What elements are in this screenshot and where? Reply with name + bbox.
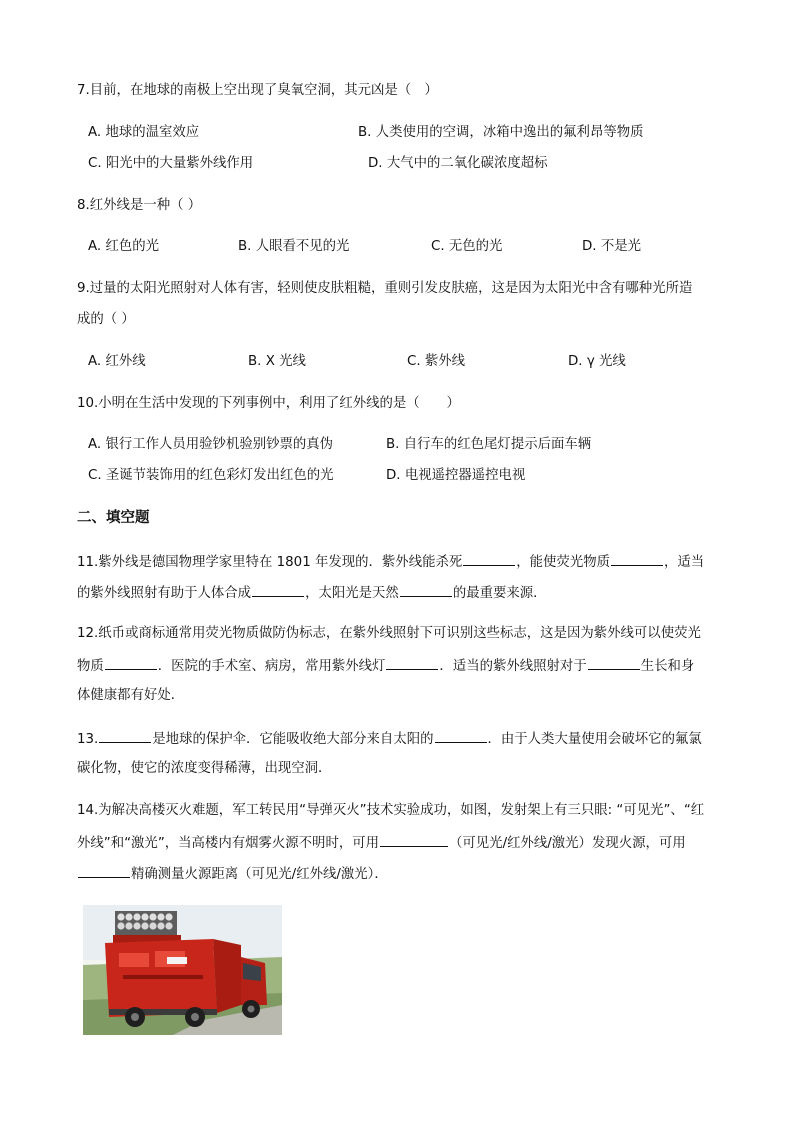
q11-text-3: ，适当 bbox=[664, 555, 705, 570]
q7-option-b: B. 人类使用的空调，冰箱中逸出的氟利昂等物质 bbox=[358, 125, 644, 140]
q9-stem-line2: 成的（ ） bbox=[77, 312, 135, 327]
q13-line2: 碳化物，使它的浓度变得稀薄，出现空洞． bbox=[77, 761, 332, 776]
q12-text-3: ．适当的紫外线照射对于 bbox=[439, 659, 587, 674]
q11-blank-2[interactable] bbox=[611, 551, 663, 566]
q13-line1 bbox=[77, 728, 702, 750]
q14-blank-1[interactable] bbox=[380, 832, 448, 847]
q11-blank-4[interactable] bbox=[400, 582, 452, 597]
q11-text-1: 11.紫外线是德国物理学家里特在 1801 年发现的．紫外线能杀死 bbox=[77, 555, 463, 570]
fire-truck-image bbox=[83, 905, 282, 1035]
q8-option-a: A. 红色的光 bbox=[88, 239, 159, 254]
q12-line2 bbox=[77, 655, 694, 677]
q7-option-a: A. 地球的温室效应 bbox=[88, 125, 200, 140]
q10-stem: 10.小明在生活中发现的下列事例中，利用了红外线的是（ ） bbox=[77, 396, 460, 411]
q10-option-a: A. 银行工作人员用验钞机验别钞票的真伪 bbox=[88, 437, 334, 452]
q9-option-c: C. 紫外线 bbox=[407, 354, 466, 369]
q12-blank-1[interactable] bbox=[105, 655, 157, 670]
q9-option-a: A. 红外线 bbox=[88, 354, 146, 369]
q12-line1: 12.纸币或商标通常用荧光物质做防伪标志，在紫外线照射下可识别这些标志，这是因为紫外线可以使荧光 bbox=[77, 626, 701, 641]
q11-line2 bbox=[77, 582, 547, 604]
q13-text-1: 13. bbox=[77, 732, 99, 747]
section-heading-fill-in: 二、填空题 bbox=[77, 510, 150, 526]
q14-line1: 14.为解决高楼灭火难题，军工转民用“导弹灭火”技术实验成功，如图，发射架上有三只眼: “可见光”、“红 bbox=[77, 803, 705, 818]
q11-line1 bbox=[77, 551, 704, 573]
q14-text-2: （可见光/红外线/激光）发现火源，可用 bbox=[449, 836, 686, 851]
q14-line3 bbox=[77, 863, 388, 885]
q14-blank-2[interactable] bbox=[78, 863, 130, 878]
q12-blank-2[interactable] bbox=[386, 655, 438, 670]
q13-blank-2[interactable] bbox=[435, 728, 487, 743]
q14-line2 bbox=[77, 832, 686, 854]
q10-option-b: B. 自行车的红色尾灯提示后面车辆 bbox=[386, 437, 592, 452]
q12-text-1: 物质 bbox=[77, 659, 104, 674]
q9-option-b: B. X 光线 bbox=[248, 354, 306, 369]
q8-option-b: B. 人眼看不见的光 bbox=[238, 239, 350, 254]
q12-line3: 体健康都有好处． bbox=[77, 688, 185, 703]
q13-blank-1[interactable] bbox=[99, 728, 151, 743]
q11-text-2: ，能使荧光物质 bbox=[516, 555, 610, 570]
q8-stem: 8.红外线是一种（ ） bbox=[77, 198, 202, 213]
q10-option-c: C. 圣诞节装饰用的红色彩灯发出红色的光 bbox=[88, 468, 334, 483]
q14-text-1: 外线”和“激光”，当高楼内有烟雾火源不明时，可用 bbox=[77, 836, 380, 851]
q12-text-2: ．医院的手术室、病房，常用紫外线灯 bbox=[157, 659, 386, 674]
q8-option-c: C. 无色的光 bbox=[431, 239, 503, 254]
q11-text-6: 的最重要来源． bbox=[452, 586, 547, 601]
q7-option-c: C. 阳光中的大量紫外线作用 bbox=[88, 156, 254, 171]
q11-blank-1[interactable] bbox=[463, 551, 515, 566]
q12-blank-3[interactable] bbox=[588, 655, 640, 670]
q11-blank-3[interactable] bbox=[252, 582, 304, 597]
q14-text-3: 精确测量火源距离（可见光/红外线/激光）． bbox=[131, 867, 388, 882]
q10-option-d: D. 电视遥控器遥控电视 bbox=[386, 468, 526, 483]
q11-text-5: ，太阳光是天然 bbox=[305, 586, 399, 601]
q11-text-4: 的紫外线照射有助于人体合成 bbox=[77, 586, 252, 601]
q13-text-2: 是地球的保护伞．它能吸收绝大部分来自太阳的 bbox=[152, 732, 434, 747]
q12-text-4: 生长和身 bbox=[640, 659, 695, 674]
q8-option-d: D. 不是光 bbox=[582, 239, 641, 254]
launcher-tubes bbox=[113, 911, 181, 943]
q13-text-3: ．由于人类大量使用会破坏它的氟氯 bbox=[487, 732, 702, 747]
q7-option-d: D. 大气中的二氧化碳浓度超标 bbox=[368, 156, 548, 171]
q9-stem-line1: 9.过量的太阳光照射对人体有害，轻则使皮肤粗糙，重则引发皮肤癌，这是因为太阳光中含有哪种光所造 bbox=[77, 281, 693, 296]
fire-truck-illustration bbox=[83, 905, 282, 1035]
q7-stem: 7.目前，在地球的南极上空出现了臭氧空洞，其元凶是（ ） bbox=[77, 83, 438, 98]
q9-option-d: D. γ 光线 bbox=[568, 354, 626, 369]
